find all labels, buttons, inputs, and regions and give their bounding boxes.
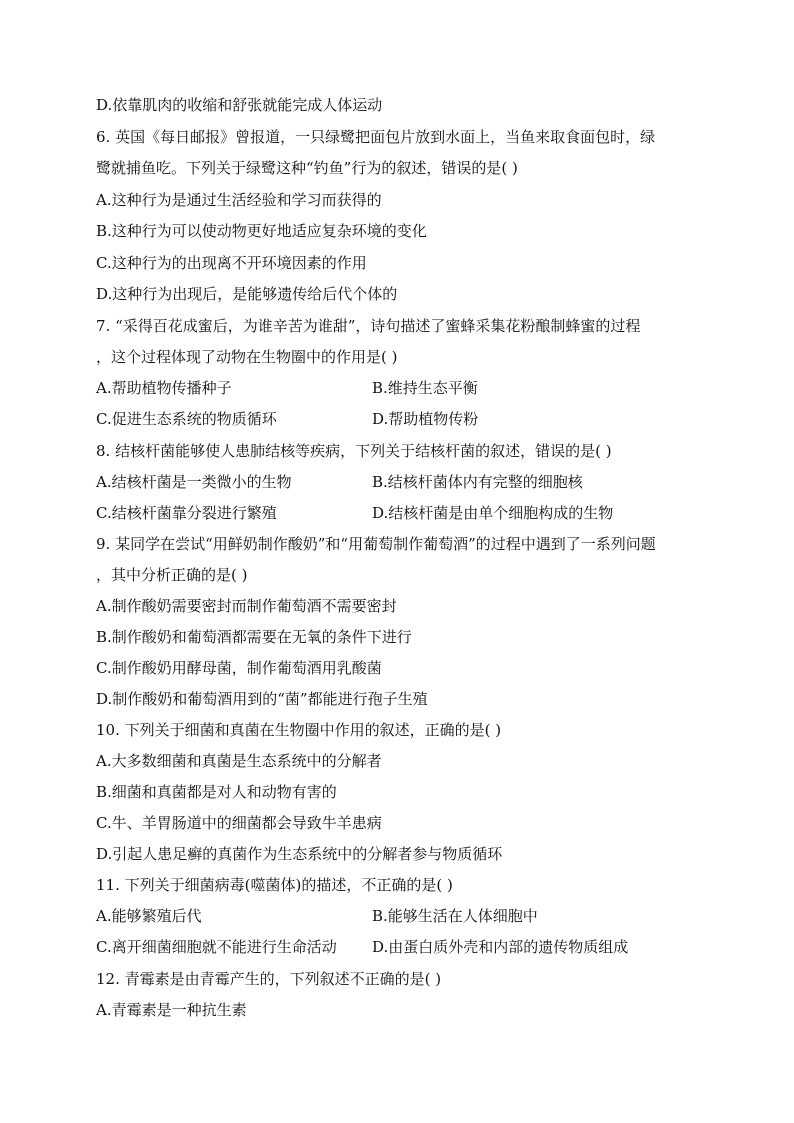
- text-line: [96, 565, 706, 585]
- text-line: [96, 347, 706, 367]
- line-text: A.大多数细菌和真菌是生态系统中的分解者: [96, 752, 382, 770]
- line-text: D.依靠肌肉的收缩和舒张就能完成人体运动: [96, 96, 383, 114]
- option-right: D.结核杆菌是由单个细胞构成的生物: [372, 504, 614, 522]
- question-9-stem: [96, 534, 706, 554]
- option-line: [96, 503, 706, 523]
- line-text: C.牛、羊胃肠道中的细菌都会导致牛羊患病: [96, 814, 382, 832]
- option-left: C.离开细菌细胞就不能进行生命活动: [96, 938, 337, 956]
- option-line: [96, 378, 706, 398]
- question-8-stem: [96, 441, 706, 461]
- option-line: [96, 409, 706, 429]
- line-text: C.这种行为的出现离不开环境因素的作用: [96, 254, 367, 272]
- option-right: B.能够生活在人体细胞中: [372, 907, 538, 925]
- line-text: 6. 英国《每日邮报》曾报道，一只绿鹭把面包片放到水面上，当鱼来取食面包时，绿: [96, 128, 656, 146]
- option-right: B.结核杆菌体内有完整的细胞核: [372, 473, 583, 491]
- option-line: [96, 658, 706, 678]
- text-line: [96, 158, 706, 178]
- line-text: D.制作酸奶和葡萄酒用到的“菌”都能进行孢子生殖: [96, 690, 428, 708]
- option-line: [96, 782, 706, 802]
- question-7-stem: [96, 316, 706, 336]
- option-line: [96, 813, 706, 833]
- option-left: C.促进生态系统的物质循环: [96, 410, 277, 428]
- question-10-stem: [96, 720, 706, 740]
- option-line: [96, 284, 706, 304]
- line-text: 8. 结核杆菌能够使人患肺结核等疾病，下列关于结核杆菌的叙述，错误的是( ): [96, 442, 612, 460]
- option-line: [96, 751, 706, 771]
- line-text: 7. “采得百花成蜜后，为谁辛苦为谁甜”，诗句描述了蜜蜂采集花粉酿制蜂蜜的过程: [96, 317, 641, 335]
- line-text: 12. 青霉素是由青霉产生的，下列叙述不正确的是( ): [96, 970, 442, 988]
- option-line: [96, 937, 706, 957]
- line-text: D.这种行为出现后，是能够遗传给后代个体的: [96, 285, 398, 303]
- line-text: B.这种行为可以使动物更好地适应复杂环境的变化: [96, 222, 427, 240]
- line-text: 11. 下列关于细菌病毒(噬菌体)的描述，不正确的是( ): [96, 876, 453, 894]
- option-right: B.维持生态平衡: [372, 379, 478, 397]
- option-line: [96, 253, 706, 273]
- line-text: 10. 下列关于细菌和真菌在生物圈中作用的叙述，正确的是( ): [96, 721, 502, 739]
- option-right: D.由蛋白质外壳和内部的遗传物质组成: [372, 938, 629, 956]
- option-line: [96, 689, 706, 709]
- line-text: B.细菌和真菌都是对人和动物有害的: [96, 783, 337, 801]
- line-text: C.制作酸奶用酵母菌，制作葡萄酒用乳酸菌: [96, 659, 382, 677]
- option-line: [96, 844, 706, 864]
- question-12-stem: [96, 969, 706, 989]
- line-text: A.制作酸奶需要密封而制作葡萄酒不需要密封: [96, 597, 397, 615]
- option-line: [96, 627, 706, 647]
- option-line: [96, 596, 706, 616]
- line-text: A.青霉素是一种抗生素: [96, 1001, 247, 1019]
- option-left: C.结核杆菌靠分裂进行繁殖: [96, 504, 277, 522]
- line-text: ，其中分析正确的是( ): [96, 566, 248, 584]
- line-text: A.这种行为是通过生活经验和学习而获得的: [96, 191, 382, 209]
- option-line: [96, 1000, 706, 1020]
- option-line: [96, 221, 706, 241]
- option-line: [96, 190, 706, 210]
- line-text: D.引起人患足癣的真菌作为生态系统中的分解者参与物质循环: [96, 845, 503, 863]
- line-text: 鹭就捕鱼吃。下列关于绿鹭这种“钓鱼”行为的叙述，错误的是( ): [96, 159, 518, 177]
- question-6-stem: [96, 127, 706, 147]
- line-text: 9. 某同学在尝试“用鲜奶制作酸奶”和“用葡萄制作葡萄酒”的过程中遇到了一系列问题: [96, 535, 656, 553]
- text-line: [96, 95, 706, 115]
- line-text: ，这个过程体现了动物在生物圈中的作用是( ): [96, 348, 398, 366]
- option-left: A.能够繁殖后代: [96, 907, 202, 925]
- option-left: A.结核杆菌是一类微小的生物: [96, 473, 292, 491]
- option-left: A.帮助植物传播种子: [96, 379, 232, 397]
- question-11-stem: [96, 875, 706, 895]
- option-right: D.帮助植物传粉: [372, 410, 479, 428]
- line-text: B.制作酸奶和葡萄酒都需要在无氧的条件下进行: [96, 628, 412, 646]
- option-line: [96, 906, 706, 926]
- option-line: [96, 472, 706, 492]
